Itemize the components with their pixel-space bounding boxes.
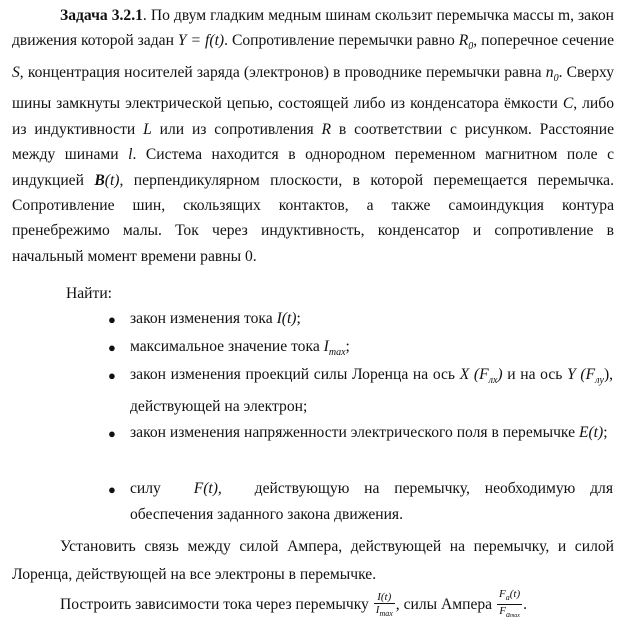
bullet-icon: ● [108, 340, 116, 355]
bullet-icon: ● [108, 312, 116, 327]
problem-title: Задача 3.2.1 [60, 7, 143, 24]
document-page: Задача 3.2.1. По двум гладким медным шинам скользит перемычка массы m, закон движения которой задан Y = f(t). Сопротивление перемычки равно $R_0$, поперечное сечение S, концентрация носителей заряда (электронов) в проводнике перемычки равна $n_0$. Сверху шины замкнуты электрической цепью, состоящей либо из конденсатора ёмкости C, либо из индуктивности L или из сопротивления R в соответствии с рисунком. Расстояние между шинами l. Система находится в однородном переменном магнитном поле с индукцией B(t), перпендикулярном плоскости, в которой перемещается перемычка. Сопротивление шин, скользящих контактов, а также самоиндукция контура пренебрежимо малы. Ток через индуктивность, конденсатор и сопротивление в начальный момент времени равны 0. Найти: ● закон изменения тока I(t); ● максимальное значение тока $I_{max}$; ● закон изменения проекций силы Лоренца на ось X $(F_{лx})$ и на ось Y $(F_{лy})$, действующей на электрон; ● закон изменения напряженности электрического поля в перемычке E(t); ● силу F(t), действующую на перемычку, необходимую для обеспечения заданного закона движения. Установить связь между силой Ампера, действующей на перемычку, и силой Лоренца, действующей на все электроны в перемычке. Построить зависимости тока через перемычку $\frac{I(t)}{I_{max}}$ , силы Ампера $\frac{F_a(t)}{F_{amax}}$ . [0, 0, 621, 629]
bullet-icon: ● [108, 368, 116, 383]
ampere-force-fraction: $\frac{F_a(t)}{F_{amax}}$ [499, 588, 521, 620]
problem-statement: Задача 3.2.1. По двум гладким медным шинам скользит перемычка массы m, закон движения которой задан Y = f(t). Сопротивление перемычки равно $R_0$, поперечное сечение S, концентрация носителей заряда (электронов) в проводнике перемычки равна $n_0$. Сверху шины замкнуты электрической цепью, состоящей либо из конденсатора ёмкости C, либо из индуктивности L или из сопротивления R в соответствии с рисунком. Расстояние между шинами l. Система находится в однородном переменном магнитном поле с индукцией B(t), перпендикулярном плоскости, в которой перемещается перемычка. Сопротивление шин, скользящих контактов, а также самоиндукция контура пренебрежимо малы. Ток через индуктивность, конденсатор и сопротивление в начальный момент времени равны 0. [12, 7, 615, 265]
current-fraction: $\frac{I(t)}{I_{max}}$ [375, 590, 393, 618]
motion-law: Y = f(t) [177, 32, 225, 50]
plot-instruction: Построить зависимости тока через перемычку $\frac{I(t)}{I_{max}}$ , силы Ампера $\frac{F_a(t)}{F_{amax}}$ . [60, 588, 527, 622]
bullet-icon: ● [108, 482, 116, 497]
relation-paragraph: Установить связь между силой Ампера, действующей на перемычку, и силой Лоренца, действующей на все электроны в перемычке. [12, 538, 614, 583]
find-label: Найти: [66, 285, 113, 302]
bullet-icon: ● [108, 426, 116, 441]
